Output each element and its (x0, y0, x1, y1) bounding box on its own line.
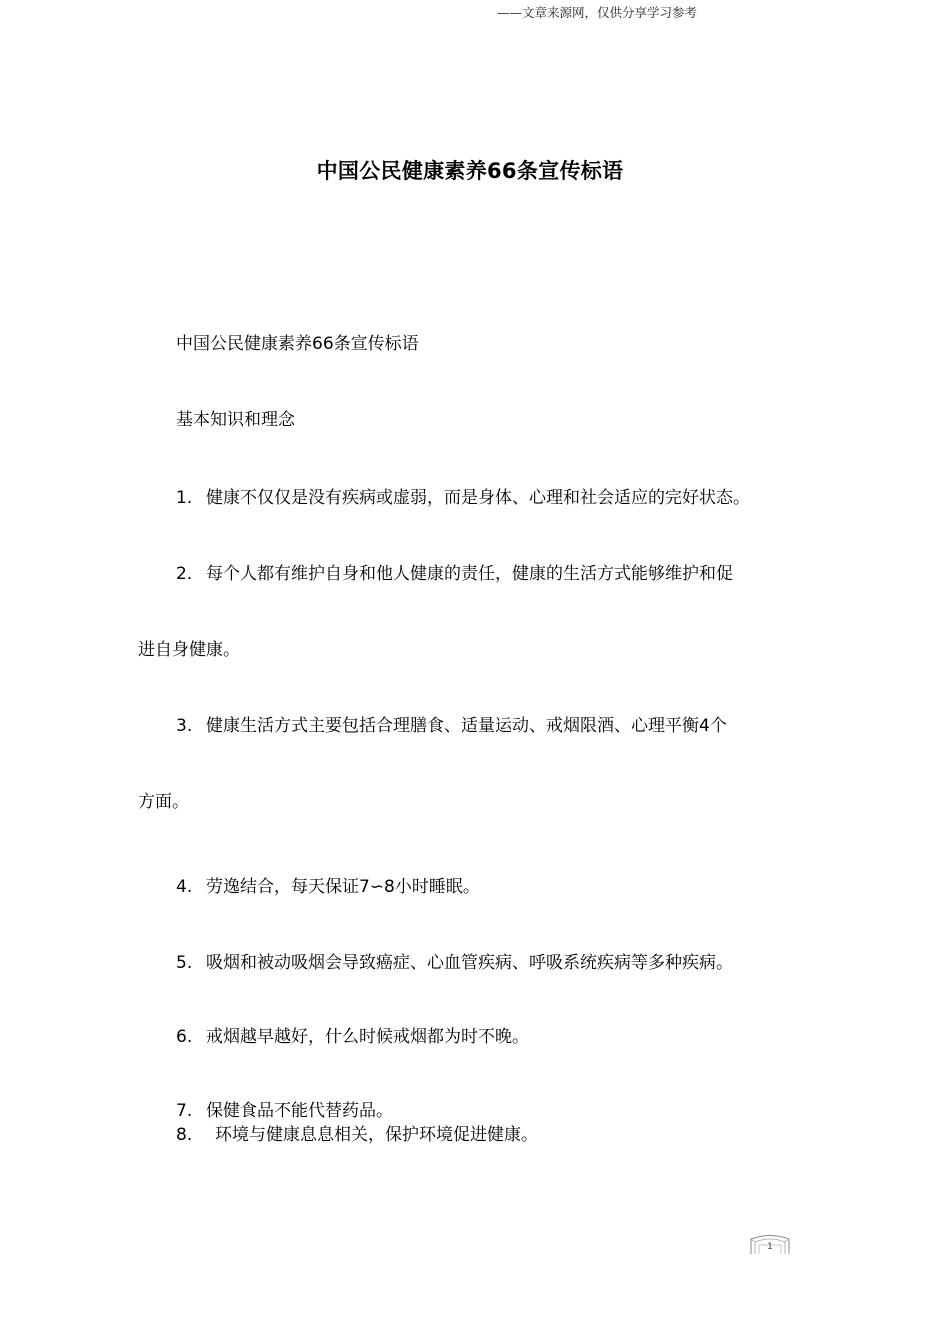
section-heading: 基本知识和理念 (176, 410, 295, 430)
list-item-text: 戒烟越早越好，什么时候戒烟都为时不晚。 (206, 1027, 529, 1047)
subtitle-line: 中国公民健康素养66条宣传标语 (176, 334, 419, 354)
list-item-4 (176, 875, 480, 899)
list-item-text: 健康不仅仅是没有疾病或虚弱，而是身体、心理和社会适应的完好状态。 (206, 488, 750, 508)
list-item-8 (176, 1123, 538, 1147)
list-item-number: 8. (176, 1125, 193, 1145)
source-note: ——文章来源网，仅供分享学习参考 (497, 5, 698, 20)
list-item-text: 劳逸结合，每天保证7∽8小时睡眠。 (206, 877, 480, 897)
list-item-text: 保健食品不能代替药品。 (206, 1101, 393, 1121)
list-item-number: 5. (176, 953, 193, 973)
list-item-text: 每个人都有维护自身和他人健康的责任，健康的生活方式能够维护和促 (206, 564, 733, 584)
list-item-5 (176, 951, 733, 975)
list-item-number: 4. (176, 877, 193, 897)
list-item-7 (176, 1099, 393, 1123)
list-item-text: 吸烟和被动吸烟会导致癌症、心血管疾病、呼吸系统疾病等多种疾病。 (206, 953, 733, 973)
list-item-number: 2. (176, 564, 193, 584)
list-item-2 (176, 562, 733, 586)
list-item-text: 健康生活方式主要包括合理膳食、适量运动、戒烟限酒、心理平衡4个 (206, 716, 727, 736)
document-title: 中国公民健康素养66条宣传标语 (316, 159, 624, 183)
list-item-number: 7. (176, 1101, 193, 1121)
list-item-3 (176, 714, 727, 738)
list-item-number: 3. (176, 716, 193, 736)
list-item-6 (176, 1025, 529, 1049)
list-item-text: 环境与健康息息相关，保护环境促进健康。 (215, 1125, 538, 1145)
page-number-badge (750, 1233, 790, 1255)
list-item-2-continuation: 进自身健康。 (138, 640, 240, 660)
list-item-3-continuation: 方面。 (138, 792, 189, 812)
page-number: 1 (767, 1242, 773, 1252)
list-item-number: 6. (176, 1027, 193, 1047)
list-item-number: 1. (176, 488, 193, 508)
list-item-1 (176, 486, 750, 510)
